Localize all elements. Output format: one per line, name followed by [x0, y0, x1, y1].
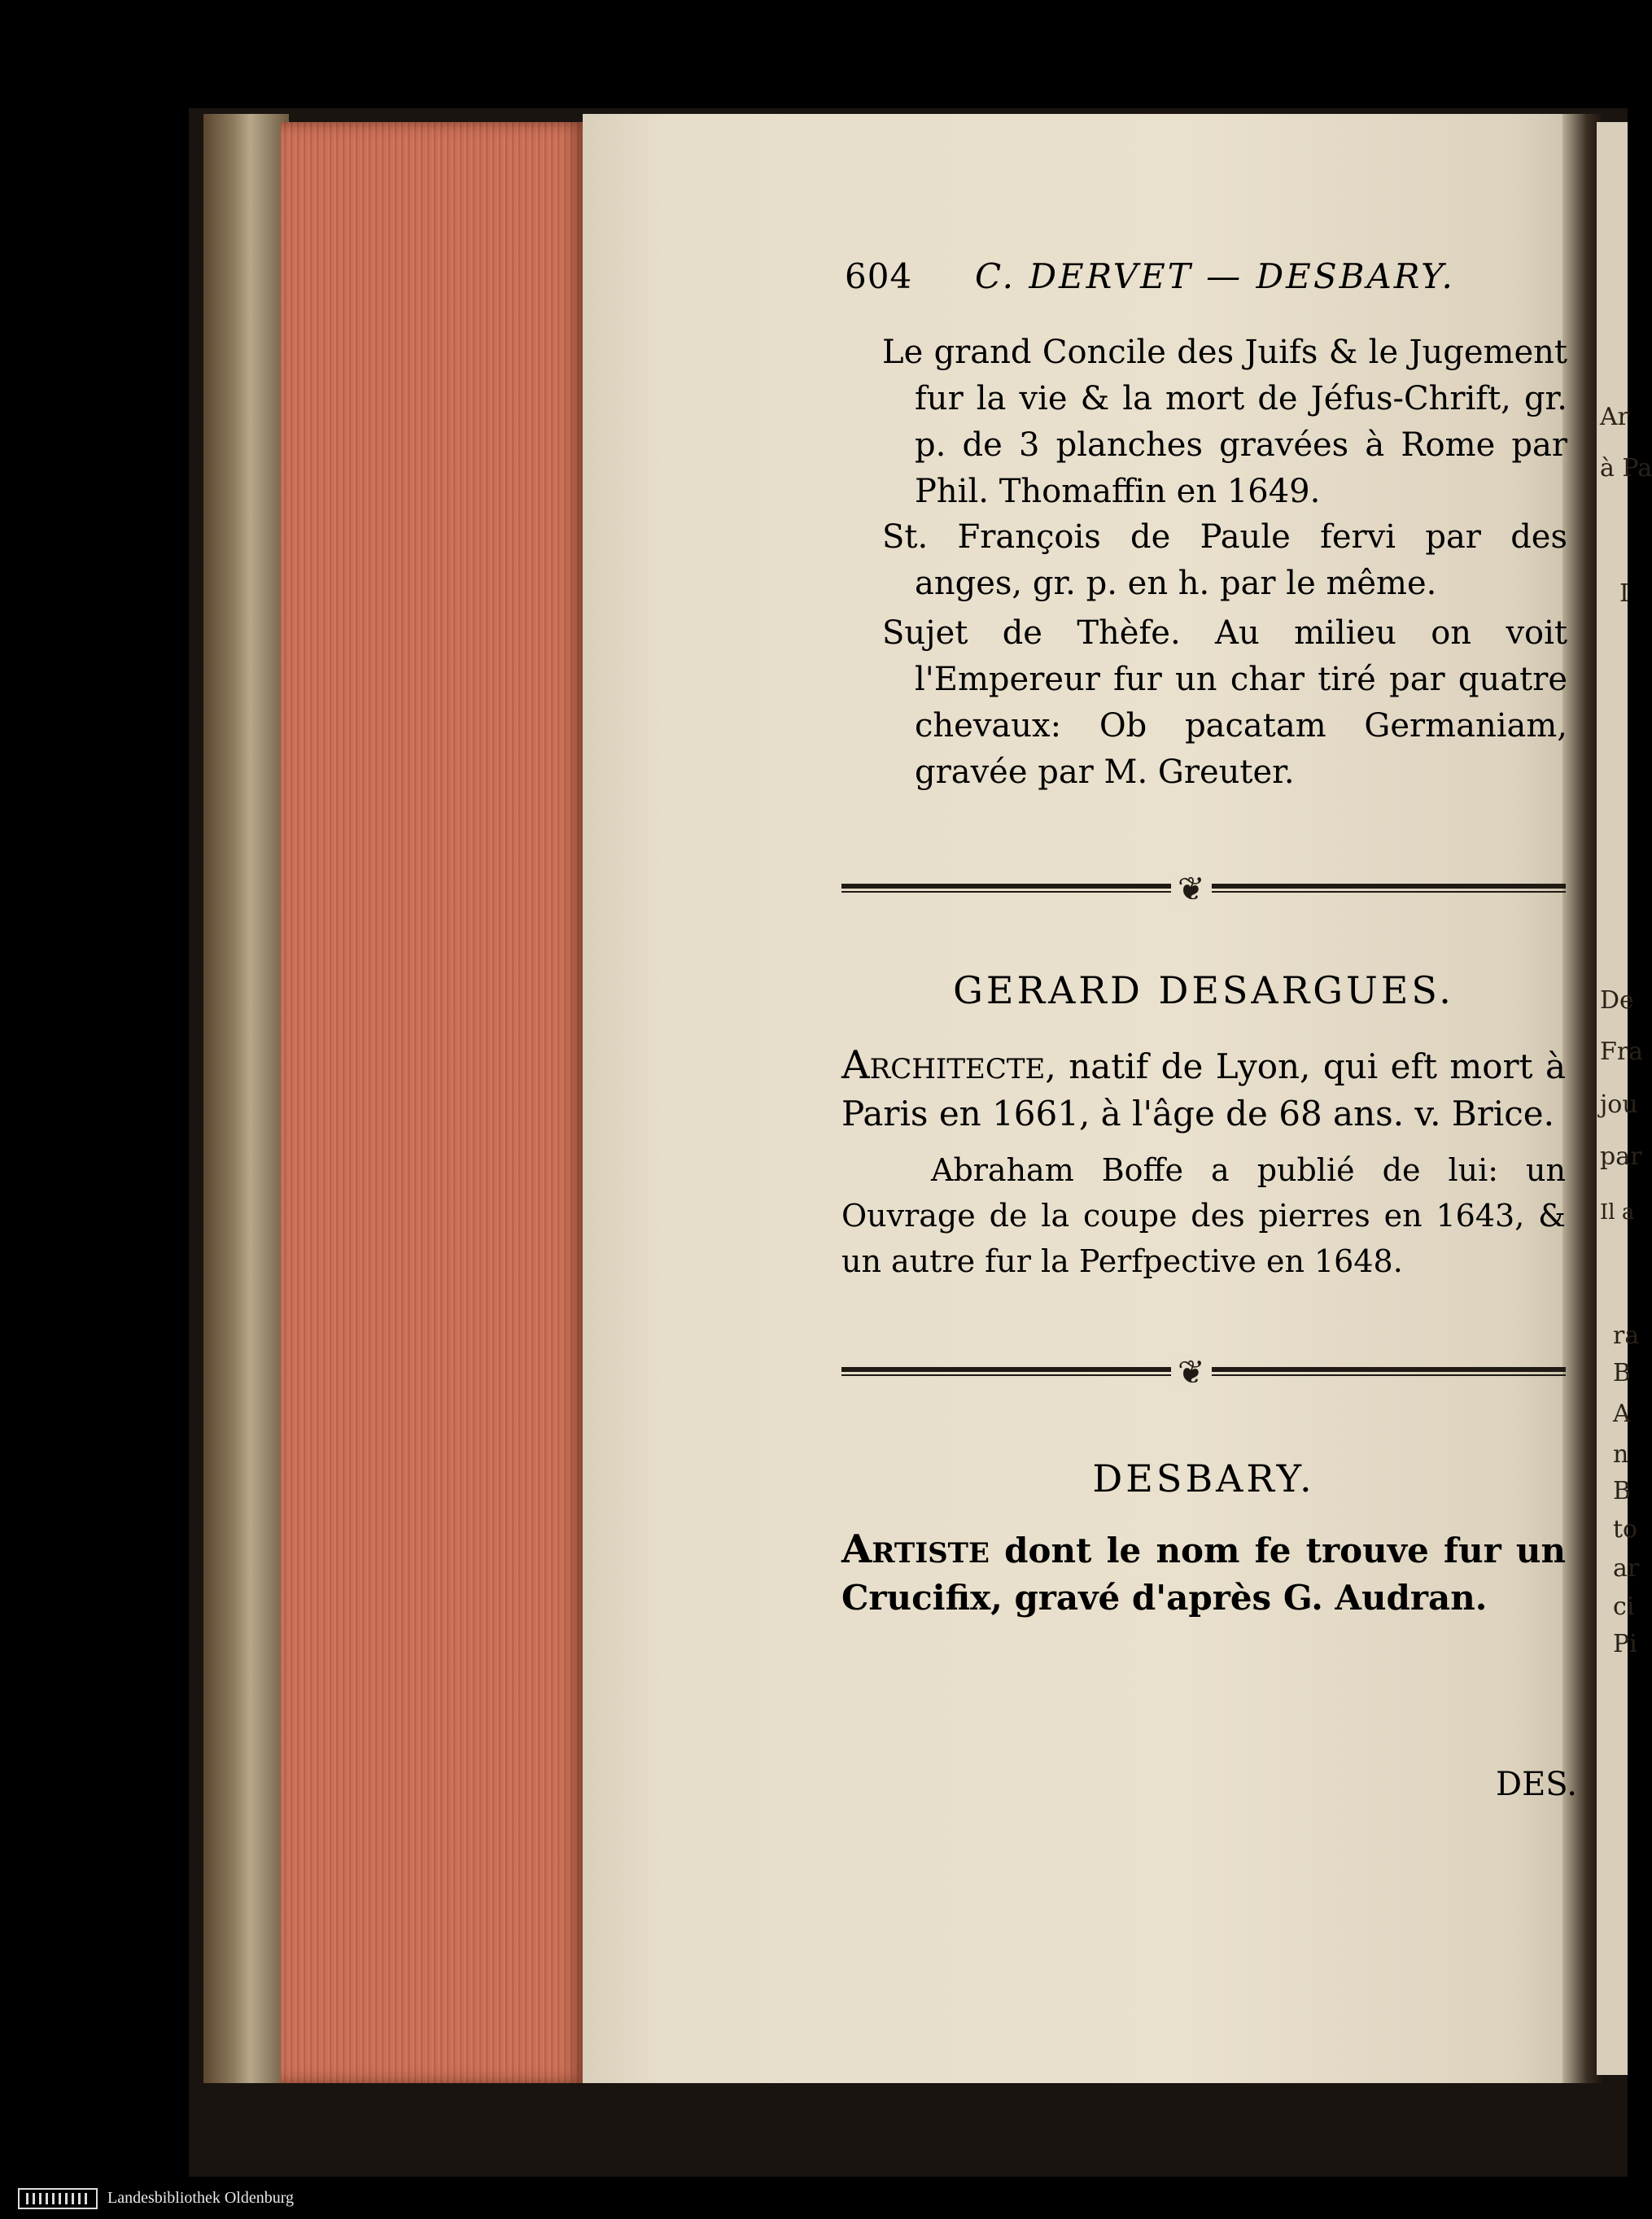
book-cover-edge: [203, 114, 289, 2083]
lead-word: Artiste: [841, 1527, 990, 1572]
library-name: Landesbibliothek Oldenburg: [107, 2189, 295, 2207]
entry-text: St. François de Paule fervi par des anges, gr. p. en h. par le même.: [882, 518, 1567, 602]
next-page-fragment: jou: [1600, 1090, 1638, 1119]
next-page-fragment: De: [1600, 986, 1634, 1015]
ornament-icon: ❦: [1171, 1354, 1212, 1391]
next-page-fragment: to: [1613, 1515, 1638, 1544]
entry-sujet-these: [882, 610, 1567, 796]
entry-st-francois: [882, 514, 1567, 607]
next-page-fragment: Il a: [1600, 1200, 1635, 1225]
section-sub-desargues: Abraham Boffe a publié de lui: un Ouvrage de la coupe des pierres en 1643, & un autre fur la Perfpective en 1648.: [841, 1152, 1566, 1279]
running-title: C. DERVET — DESBARY.: [975, 256, 1455, 296]
section-heading-desargues: GERARD DESARGUES.: [953, 968, 1454, 1012]
footer-bar: [0, 2178, 1628, 2219]
page-number: 604: [845, 256, 913, 296]
next-page-fragment: ar: [1613, 1554, 1640, 1583]
next-page-fragment: ra: [1613, 1321, 1640, 1350]
next-page-fragment: Ar: [1600, 403, 1630, 431]
next-page-fragment: B: [1613, 1359, 1632, 1387]
section-body-desargues: [841, 1042, 1566, 1138]
section-body-desbary: [841, 1526, 1566, 1622]
next-page-fragment: A: [1613, 1400, 1631, 1428]
entry-text: Sujet de Thèfe. Au milieu on voit l'Empereur fur un char tiré par quatre chevaux: Ob pacatam Germaniam, gravée par M. Greuter.: [882, 614, 1567, 791]
ornament-icon: ❦: [1171, 871, 1212, 908]
ornamental-rule: [841, 871, 1566, 908]
entry-concile: [882, 330, 1567, 515]
next-page-fragment: Pi: [1613, 1630, 1637, 1658]
next-page-fragment: à Pa: [1600, 454, 1652, 483]
next-page-fragment: par: [1600, 1142, 1642, 1171]
body-text: , natif de Lyon, qui eft mort à Paris en 1661, à l'âge de 68 ans. v. Brice.: [841, 1046, 1566, 1134]
catchword: DES.: [1496, 1766, 1577, 1803]
lead-word: Architecte: [841, 1042, 1046, 1088]
entry-text: Le grand Concile des Juifs & le Jugement fur la vie & la mort de Jéfus-Chrift, gr. p. de 3 planches gravées à Rome par Phil. Thomaffin en 1649.: [882, 334, 1567, 510]
page-block-edge: [281, 122, 586, 2083]
body-text: dont le nom fe trouve fur un Crucifix, gravé d'après G. Audran.: [841, 1531, 1566, 1618]
next-page-fragment: n: [1613, 1440, 1629, 1469]
next-page-fragment: Fra: [1600, 1037, 1644, 1066]
next-page-fragment: B: [1613, 1477, 1632, 1505]
library-logo-icon: [18, 2188, 98, 2209]
ornamental-rule: [841, 1354, 1566, 1391]
section-heading-desbary: DESBARY.: [1092, 1457, 1315, 1500]
next-page-fragment: ci: [1613, 1592, 1635, 1621]
next-page-fragment: I: [1619, 579, 1629, 608]
